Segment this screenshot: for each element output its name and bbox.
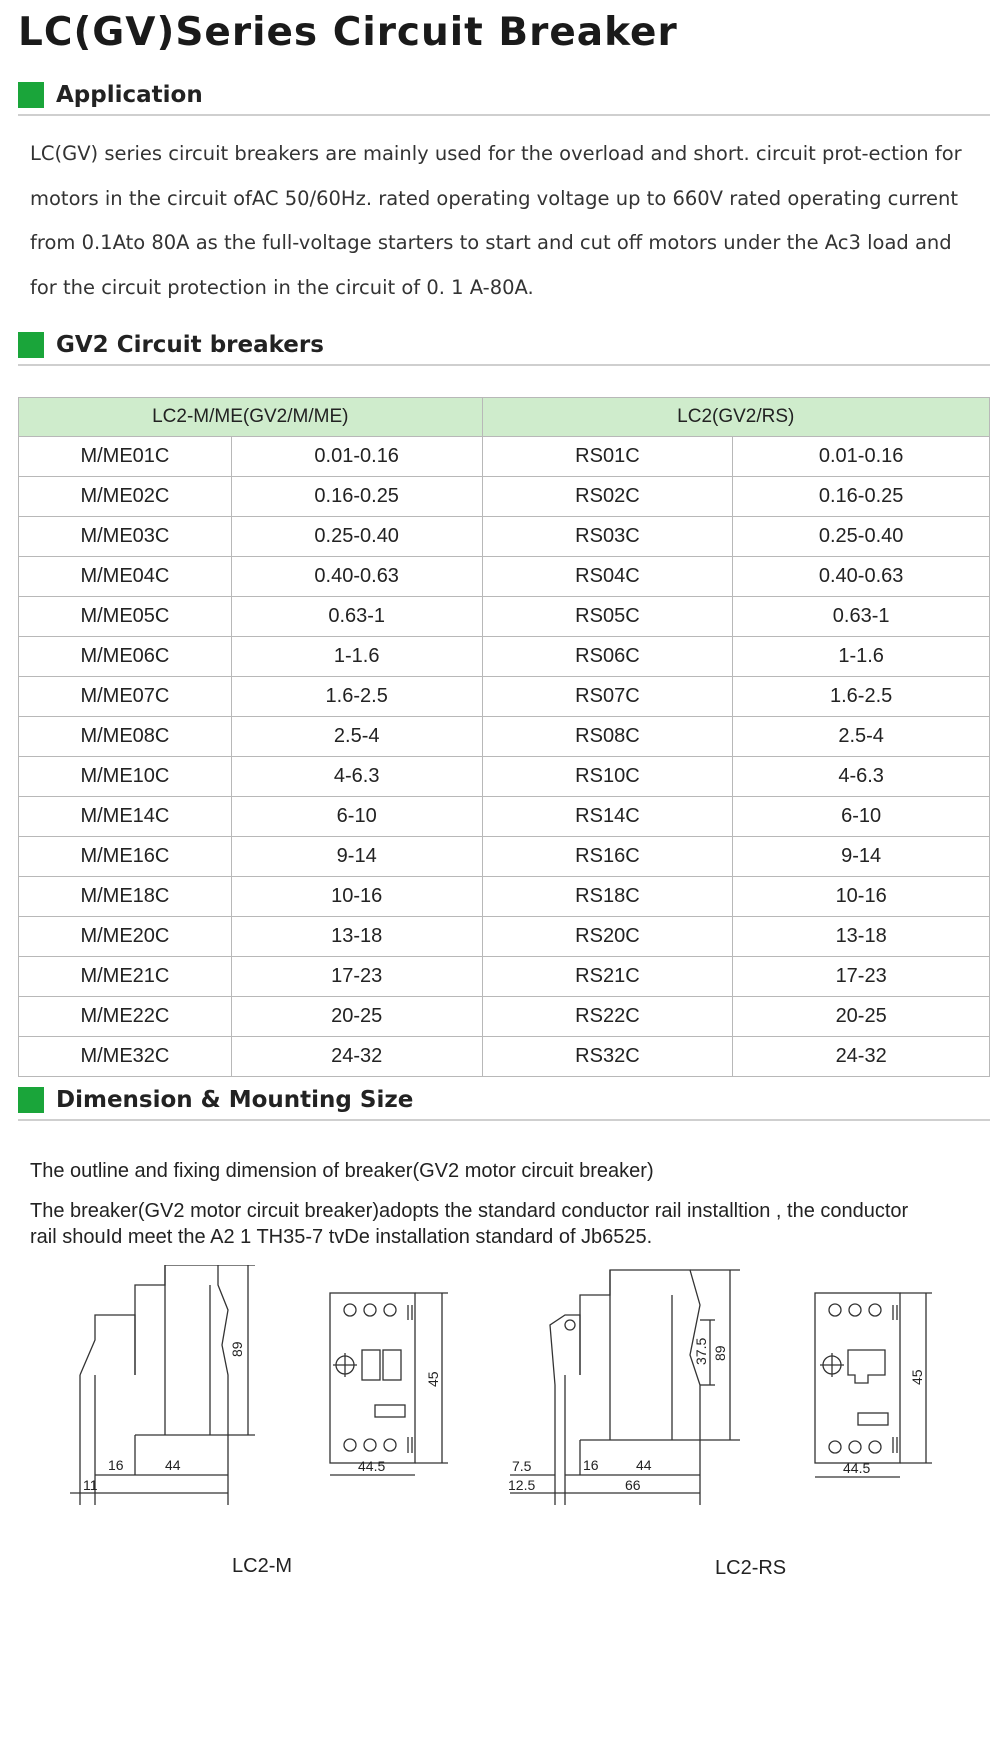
table-header-lc2m: LC2-M/ME(GV2/M/ME) (19, 398, 483, 437)
table-row (19, 957, 990, 997)
table-row (19, 677, 990, 717)
model-cell: M/ME16C (19, 837, 232, 877)
model-cell: RS02C (482, 477, 733, 517)
current-range-cell: 0.40-0.63 (733, 557, 990, 597)
lc2m-dim-front-h: 45 (425, 1371, 441, 1387)
current-range-cell: 10-16 (733, 877, 990, 917)
current-range-cell: 1-1.6 (231, 637, 482, 677)
current-range-cell: 0.01-0.16 (733, 437, 990, 477)
table-row (19, 517, 990, 557)
model-cell: M/ME04C (19, 557, 232, 597)
current-range-cell: 20-25 (231, 997, 482, 1037)
text-line: from 0.1Ato 80A as the full-voltage starters to start and cut off motors under the Ac3 load and (30, 231, 952, 254)
lc2rs-dim-d: 12.5 (508, 1477, 536, 1493)
lc2m-dim-c: 11 (83, 1477, 98, 1493)
current-range-cell: 24-32 (231, 1037, 482, 1077)
current-range-cell: 6-10 (231, 797, 482, 837)
current-range-cell: 0.16-0.25 (231, 477, 482, 517)
text-line: motors in the circuit ofAC 50/60Hz. rated operating voltage up to 660V rated operating current (30, 186, 959, 210)
table-header-row (19, 398, 990, 437)
model-cell: M/ME08C (19, 717, 232, 757)
lc2m-dim-a: 16 (108, 1457, 124, 1473)
page-title: LC(GV)Series Circuit Breaker (18, 10, 678, 55)
current-range-cell: 4-6.3 (231, 757, 482, 797)
model-cell: RS08C (482, 717, 733, 757)
model-cell: RS07C (482, 677, 733, 717)
section-application (18, 78, 990, 116)
model-cell: RS04C (482, 557, 733, 597)
table-row (19, 877, 990, 917)
lc2m-dim-front-w: 44.5 (358, 1458, 386, 1474)
model-cell: M/ME02C (19, 477, 232, 517)
current-range-cell: 6-10 (733, 797, 990, 837)
lc2m-dim-b: 44 (165, 1457, 181, 1473)
model-cell: M/ME10C (19, 757, 232, 797)
model-cell: M/ME14C (19, 797, 232, 837)
model-cell: M/ME21C (19, 957, 232, 997)
model-cell: M/ME07C (19, 677, 232, 717)
current-range-cell: 24-32 (733, 1037, 990, 1077)
model-cell: M/ME18C (19, 877, 232, 917)
current-range-cell: 13-18 (733, 917, 990, 957)
section-heading: GV2 Circuit breakers (56, 332, 324, 358)
model-cell: M/ME05C (19, 597, 232, 637)
table-row (19, 1037, 990, 1077)
current-range-cell: 17-23 (231, 957, 482, 997)
lc2m-side-view (70, 1265, 255, 1505)
model-cell: M/ME01C (19, 437, 232, 477)
table-header-lc2rs: LC2(GV2/RS) (482, 398, 989, 437)
current-range-cell: 1.6-2.5 (231, 677, 482, 717)
current-range-cell: 1.6-2.5 (733, 677, 990, 717)
table-row (19, 757, 990, 797)
model-cell: RS05C (482, 597, 733, 637)
section-heading: Dimension & Mounting Size (56, 1087, 414, 1113)
lc2rs-dim-e: 66 (625, 1477, 641, 1493)
table-row (19, 477, 990, 517)
lc2rs-dim-height: 89 (712, 1345, 728, 1361)
model-cell: M/ME22C (19, 997, 232, 1037)
dimension-drawings (0, 1265, 1000, 1565)
current-range-cell: 0.25-0.40 (231, 517, 482, 557)
table-row (19, 437, 990, 477)
current-range-cell: 0.25-0.40 (733, 517, 990, 557)
table-row (19, 917, 990, 957)
breaker-spec-table (18, 397, 990, 1077)
model-cell: RS32C (482, 1037, 733, 1077)
lc2rs-dim-front-h: 45 (909, 1369, 925, 1385)
model-cell: RS22C (482, 997, 733, 1037)
dimension-note-2b: rail shouId meet the A2 1 TH35-7 tvDe installation standard of Jb6525. (30, 1226, 653, 1248)
current-range-cell: 20-25 (733, 997, 990, 1037)
drawing-caption-lc2m: LC2-M (232, 1555, 293, 1577)
table-row (19, 997, 990, 1037)
text-line: for the circuit protection in the circuit of 0. 1 A-80A. (30, 275, 534, 299)
lc2rs-dim-a: 16 (583, 1457, 599, 1473)
table-row (19, 557, 990, 597)
model-cell: M/ME20C (19, 917, 232, 957)
current-range-cell: 9-14 (733, 837, 990, 877)
application-paragraph (30, 132, 990, 310)
current-range-cell: 0.63-1 (231, 597, 482, 637)
text-line: LC(GV) series circuit breakers are mainly used for the overload and short. circuit prot-ection for (30, 142, 962, 165)
current-range-cell: 17-23 (733, 957, 990, 997)
table-row (19, 717, 990, 757)
current-range-cell: 13-18 (231, 917, 482, 957)
model-cell: RS14C (482, 797, 733, 837)
current-range-cell: 9-14 (231, 837, 482, 877)
table-row (19, 597, 990, 637)
model-cell: RS16C (482, 837, 733, 877)
lc2rs-dim-front-w: 44.5 (843, 1460, 871, 1476)
section-marker-icon (18, 1087, 44, 1113)
model-cell: RS06C (482, 637, 733, 677)
model-cell: RS01C (482, 437, 733, 477)
model-cell: RS21C (482, 957, 733, 997)
table-row (19, 837, 990, 877)
table-row (19, 797, 990, 837)
lc2rs-dim-c: 7.5 (512, 1458, 532, 1474)
model-cell: M/ME06C (19, 637, 232, 677)
drawing-caption-lc2rs: LC2-RS (715, 1557, 787, 1579)
section-heading: Application (56, 82, 203, 108)
model-cell: RS20C (482, 917, 733, 957)
lc2m-dim-height: 89 (229, 1341, 245, 1357)
current-range-cell: 0.40-0.63 (231, 557, 482, 597)
section-marker-icon (18, 332, 44, 358)
dimension-note-1: The outline and fixing dimension of breaker(GV2 motor circuit breaker) (30, 1160, 654, 1182)
lc2rs-dim-b: 44 (636, 1457, 652, 1473)
section-dimension (18, 1083, 990, 1121)
current-range-cell: 2.5-4 (231, 717, 482, 757)
table-row (19, 637, 990, 677)
lc2rs-dim-inner: 37.5 (693, 1337, 709, 1365)
current-range-cell: 4-6.3 (733, 757, 990, 797)
dimension-note-2a: The breaker(GV2 motor circuit breaker)adopts the standard conductor rail installtion , the conductor (30, 1200, 909, 1222)
current-range-cell: 0.16-0.25 (733, 477, 990, 517)
current-range-cell: 1-1.6 (733, 637, 990, 677)
section-gv2 (18, 328, 990, 366)
current-range-cell: 2.5-4 (733, 717, 990, 757)
model-cell: RS10C (482, 757, 733, 797)
model-cell: M/ME03C (19, 517, 232, 557)
section-marker-icon (18, 82, 44, 108)
lc2rs-side-view (510, 1270, 740, 1505)
current-range-cell: 0.01-0.16 (231, 437, 482, 477)
model-cell: M/ME32C (19, 1037, 232, 1077)
model-cell: RS03C (482, 517, 733, 557)
model-cell: RS18C (482, 877, 733, 917)
current-range-cell: 10-16 (231, 877, 482, 917)
current-range-cell: 0.63-1 (733, 597, 990, 637)
